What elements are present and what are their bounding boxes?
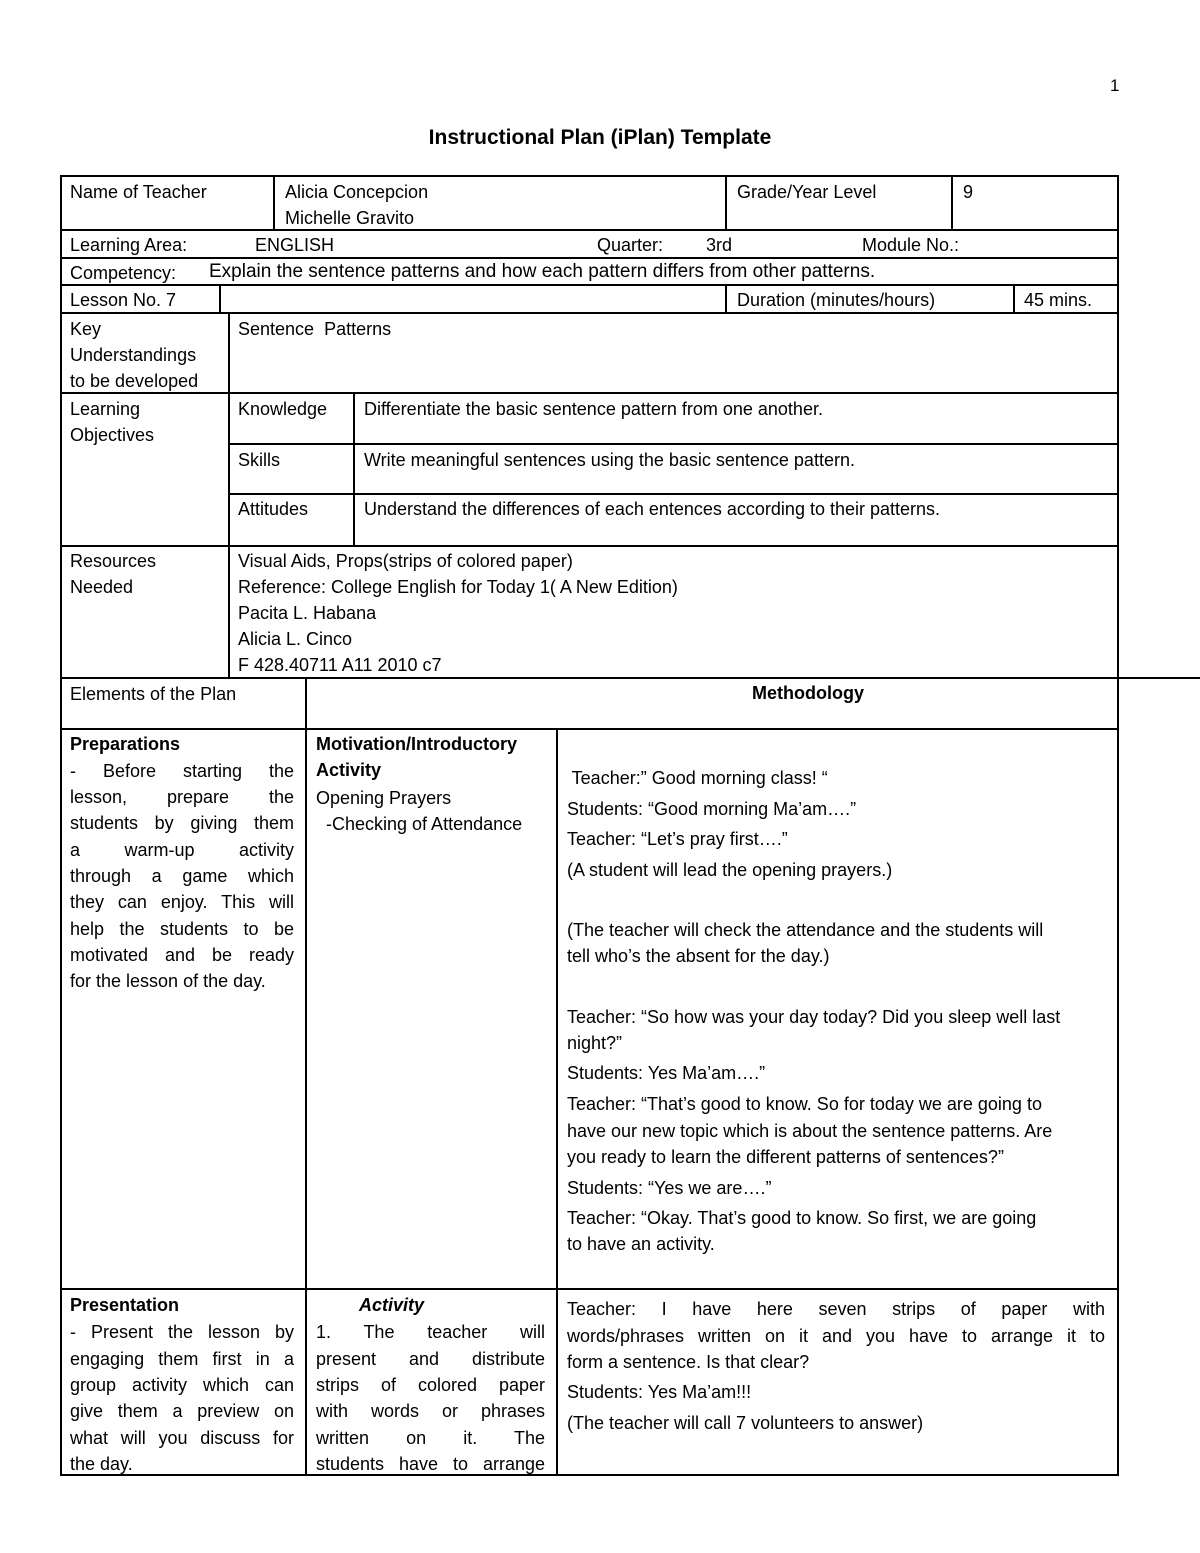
objective-domain: Attitudes [238, 499, 309, 519]
key-understandings-label: Understandings [70, 345, 197, 365]
presentation-line: group activity which can [70, 1375, 294, 1395]
resource-line: Alicia L. Cinco [238, 629, 353, 649]
grade-level-value: 9 [963, 182, 974, 202]
key-understandings-label: to be developed [70, 371, 199, 391]
dialogue-line: (A student will lead the opening prayers.) [567, 860, 893, 880]
motivation-line: -Checking of Attendance [316, 814, 523, 834]
dialogue-line: Teacher: “Let’s pray first….” [567, 829, 788, 849]
resource-line: Pacita L. Habana [238, 603, 377, 623]
learning-area-value: ENGLISH [255, 235, 335, 255]
preparations-line: students by giving them [70, 813, 294, 833]
dialogue-line: night?” [567, 1033, 623, 1053]
dialogue-line: form a sentence. Is that clear? [567, 1352, 810, 1372]
elements-of-plan-label: Elements of the Plan [70, 684, 237, 704]
dialogue-line: Students: Yes Ma’am!!! [567, 1382, 752, 1402]
objective-domain: Knowledge [238, 399, 328, 419]
motivation-heading: Activity [316, 760, 382, 780]
dialogue-line: Students: Yes Ma’am….” [567, 1063, 766, 1083]
objective-text: Differentiate the basic sentence pattern from one another. [364, 399, 823, 419]
preparations-line: help the students to be [70, 919, 294, 939]
resource-line: F 428.40711 A11 2010 c7 [238, 655, 442, 675]
resources-label: Needed [70, 577, 134, 597]
preparations-line: motivated and be ready [70, 945, 294, 965]
presentation-line: the day. [70, 1454, 133, 1474]
activity-line: 1. The teacher will [316, 1322, 545, 1342]
dialogue-line: tell who’s the absent for the day.) [567, 946, 830, 966]
activity-heading: Activity [359, 1295, 425, 1315]
activity-line: students have to arrange [316, 1454, 545, 1474]
dialogue-line: Teacher: “That’s good to know. So for today we are going to [567, 1094, 1042, 1114]
presentation-line: give them a preview on [70, 1401, 294, 1421]
activity-line: with words or phrases [316, 1401, 545, 1421]
resource-line: Visual Aids, Props(strips of colored paper) [238, 551, 573, 571]
dialogue-line: have our new topic which is about the sentence patterns. Are [567, 1121, 1053, 1141]
resources-label: Resources [70, 551, 157, 571]
dialogue-line: Teacher:” Good morning class! “ [567, 768, 828, 788]
objective-text: Understand the differences of each entences according to their patterns. [364, 499, 941, 519]
dialogue-line: (The teacher will check the attendance and the students will [567, 920, 1044, 940]
page-number: 1 [1110, 76, 1120, 95]
competency-value: Explain the sentence patterns and how each pattern differs from other patterns. [209, 261, 876, 282]
learning-area-label: Learning Area: [70, 235, 188, 255]
presentation-heading: Presentation [70, 1295, 180, 1315]
objective-domain: Skills [238, 450, 281, 470]
grade-level-label: Grade/Year Level [737, 182, 877, 202]
dialogue-line: to have an activity. [567, 1234, 715, 1254]
presentation-line: - Present the lesson by [70, 1322, 294, 1342]
quarter-label: Quarter: [597, 235, 664, 255]
objectives-label: Objectives [70, 425, 155, 445]
key-understandings-value: Sentence Patterns [238, 319, 392, 339]
motivation-line: Opening Prayers [316, 788, 452, 808]
module-label: Module No.: [862, 235, 960, 255]
activity-line: written on it. The [316, 1428, 545, 1448]
preparations-line: a warm-up activity [70, 840, 294, 860]
activity-line: present and distribute [316, 1349, 545, 1369]
dialogue-line: Teacher: “Okay. That’s good to know. So first, we are going [567, 1208, 1037, 1228]
teacher-name: Alicia Concepcion [285, 182, 429, 202]
preparations-line: - Before starting the [70, 761, 294, 781]
lesson-number: Lesson No. 7 [70, 290, 177, 310]
dialogue-line: (The teacher will call 7 volunteers to answer) [567, 1413, 924, 1433]
dialogue-line: Teacher: I have here seven strips of paper with [567, 1299, 1105, 1319]
objective-text: Write meaningful sentences using the basic sentence pattern. [364, 450, 855, 470]
duration-label: Duration (minutes/hours) [737, 290, 936, 310]
competency-label: Competency: [70, 263, 177, 283]
presentation-line: what will you discuss for [70, 1428, 294, 1448]
motivation-heading: Motivation/Introductory [316, 734, 517, 754]
duration-value: 45 mins. [1024, 290, 1093, 310]
preparations-line: through a game which [70, 866, 294, 886]
preparations-line: they can enjoy. This will [70, 892, 294, 912]
preparations-line: lesson, prepare the [70, 787, 294, 807]
preparations-heading: Preparations [70, 734, 181, 754]
resource-line: Reference: College English for Today 1( A New Edition) [238, 577, 678, 597]
activity-line: strips of colored paper [316, 1375, 545, 1395]
preparations-line: for the lesson of the day. [70, 971, 266, 991]
key-understandings-label: Key [70, 319, 102, 339]
name-of-teacher-label: Name of Teacher [70, 182, 207, 202]
dialogue-line: words/phrases written on it and you have to arrange it to [567, 1326, 1105, 1346]
dialogue-line: Students: “Good morning Ma’am….” [567, 799, 857, 819]
presentation-line: engaging them first in a [70, 1349, 294, 1369]
teacher-name: Michelle Gravito [285, 208, 415, 228]
dialogue-line: Teacher: “So how was your day today? Did you sleep well last [567, 1007, 1061, 1027]
objectives-label: Learning [70, 399, 141, 419]
quarter-value: 3rd [706, 235, 733, 255]
page-title: Instructional Plan (iPlan) Template [428, 126, 772, 149]
dialogue-line: you ready to learn the different patterns of sentences?” [567, 1147, 1004, 1167]
methodology-heading: Methodology [752, 683, 864, 703]
dialogue-line: Students: “Yes we are….” [567, 1178, 772, 1198]
